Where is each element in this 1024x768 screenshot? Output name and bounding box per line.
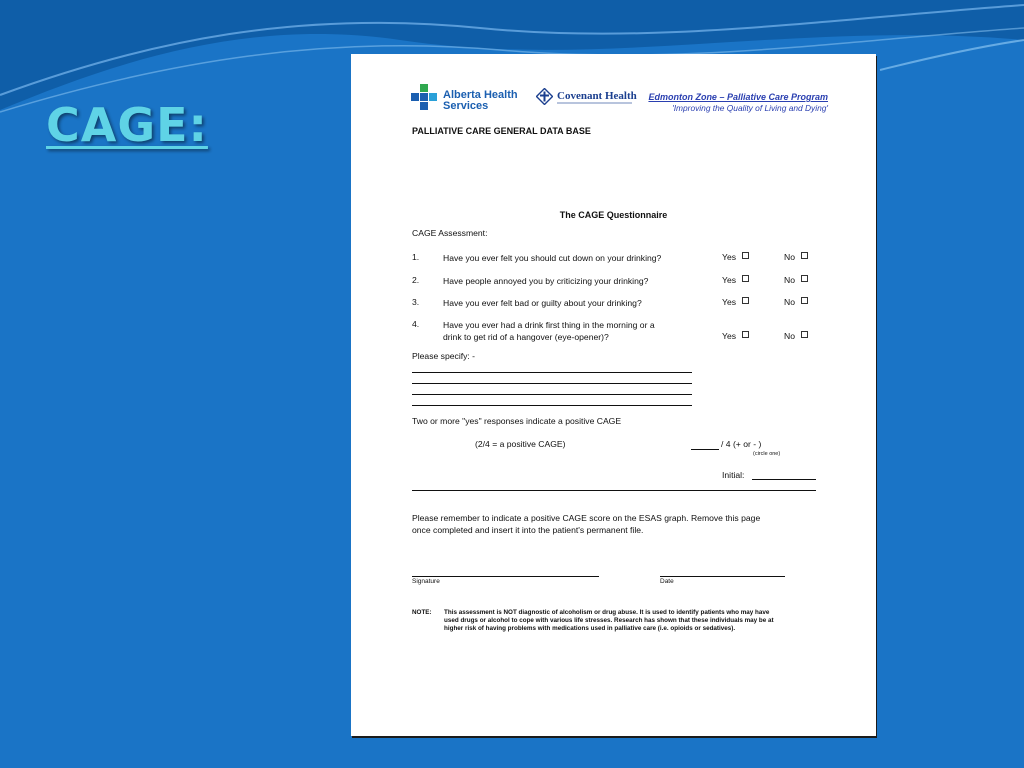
reminder-line: Please remember to indicate a positive CAGE score on the ESAS graph. Remove this page — [412, 513, 761, 523]
note-label: NOTE: — [412, 609, 432, 616]
section-label: CAGE Assessment: — [412, 228, 488, 238]
yes-label: Yes — [722, 297, 737, 307]
yes-label: Yes — [722, 331, 737, 341]
yes-option[interactable] — [722, 252, 749, 262]
zone-tagline: 'Improving the Quality of Living and Dying' — [672, 103, 828, 113]
ahs-name-line1: Alberta Health — [443, 89, 518, 101]
covenant-name: Covenant Health — [557, 90, 637, 102]
note-text — [444, 609, 774, 633]
signature-label: Signature — [412, 578, 440, 585]
yes-label: Yes — [722, 252, 737, 262]
no-option[interactable] — [784, 297, 808, 307]
no-label: No — [784, 252, 795, 262]
score-blank-line[interactable] — [691, 449, 719, 450]
question-text: Have you ever felt you should cut down on your drinking? — [443, 253, 662, 263]
yes-option[interactable] — [722, 297, 749, 307]
circle-one-hint: (circle one) — [753, 451, 781, 457]
question-number: 2. — [412, 275, 420, 285]
signature-line[interactable] — [412, 576, 599, 577]
question-row — [351, 319, 876, 345]
specify-line[interactable] — [412, 394, 692, 395]
note-line: This assessment is NOT diagnostic of alcoholism or drug abuse. It is used to identify patients who may have — [444, 609, 770, 616]
no-label: No — [784, 297, 795, 307]
questionnaire-title: The CAGE Questionnaire — [559, 210, 668, 220]
score-text: / 4 (+ or - ) — [721, 439, 762, 449]
yes-option[interactable] — [722, 275, 749, 285]
positive-criteria-text: Two or more "yes" responses indicate a positive CAGE — [412, 416, 622, 426]
question-number: 3. — [412, 297, 420, 307]
yes-option[interactable] — [722, 331, 749, 341]
specify-line[interactable] — [412, 383, 692, 384]
note-line: used drugs or alcohol to cope with various life stresses. Research has shown that these individuals may be at — [444, 617, 774, 624]
no-option[interactable] — [784, 252, 808, 262]
question-number: 4. — [412, 319, 420, 329]
specify-line[interactable] — [412, 405, 692, 406]
no-checkbox[interactable] — [801, 275, 808, 282]
no-label: No — [784, 331, 795, 341]
document-page — [351, 54, 876, 736]
no-label: No — [784, 275, 795, 285]
date-label: Date — [660, 578, 674, 585]
no-checkbox[interactable] — [801, 331, 808, 338]
date-line[interactable] — [660, 576, 785, 577]
slide-title: CAGE: — [46, 98, 208, 152]
covenant-cross-icon — [536, 88, 553, 105]
covenant-tagline-mark — [557, 102, 632, 104]
specify-label: Please specify: - — [412, 351, 476, 361]
reminder-text — [412, 512, 760, 536]
no-checkbox[interactable] — [801, 297, 808, 304]
question-text: Have people annoyed you by criticizing your drinking? — [443, 276, 649, 286]
question-text: Have you ever felt bad or guilty about your drinking? — [443, 298, 642, 308]
yes-label: Yes — [722, 275, 737, 285]
note-line: higher risk of having problems with medications used in palliative care (i.e. opioids or sedatives). — [444, 625, 736, 632]
zone-program-header — [648, 92, 828, 113]
question-number: 1. — [412, 252, 420, 262]
yes-checkbox[interactable] — [742, 275, 749, 282]
document-heading: PALLIATIVE CARE GENERAL DATA BASE — [412, 126, 591, 136]
initial-label: Initial: — [722, 470, 745, 480]
question-text-line2: drink to get rid of a hangover (eye-opener)? — [443, 332, 609, 342]
positive-cage-rule: (2/4 = a positive CAGE) — [475, 439, 566, 449]
yes-checkbox[interactable] — [742, 331, 749, 338]
no-option[interactable] — [784, 331, 808, 341]
question-text: Have you ever had a drink first thing in the morning or a — [443, 320, 655, 330]
reminder-line: once completed and insert it into the patient's permanent file. — [412, 525, 644, 535]
yes-checkbox[interactable] — [742, 252, 749, 259]
zone-name: Edmonton Zone – Palliative Care Program — [648, 92, 828, 102]
no-option[interactable] — [784, 275, 808, 285]
yes-checkbox[interactable] — [742, 297, 749, 304]
initial-line[interactable] — [752, 479, 816, 480]
alberta-health-icon — [411, 84, 437, 114]
ahs-name-line2: Services — [443, 100, 489, 112]
specify-line[interactable] — [412, 372, 692, 373]
no-checkbox[interactable] — [801, 252, 808, 259]
section-divider — [412, 490, 816, 491]
